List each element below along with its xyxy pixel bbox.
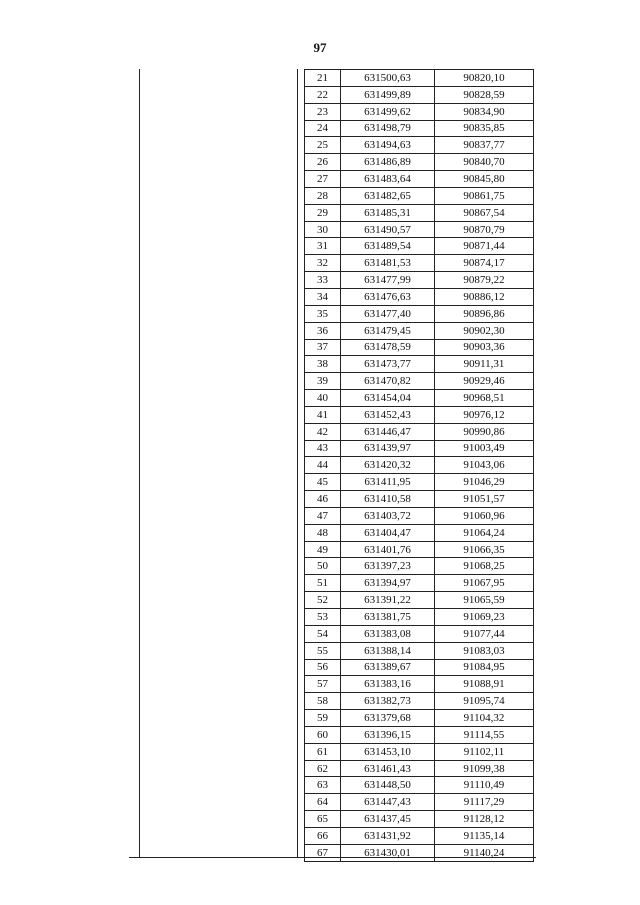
y-coordinate-cell: 91060,96 xyxy=(435,507,534,524)
x-coordinate-cell: 631470,82 xyxy=(341,373,435,390)
y-coordinate-cell: 90896,86 xyxy=(435,305,534,322)
point-number-cell: 59 xyxy=(305,710,341,727)
table-row xyxy=(305,491,534,508)
table-row xyxy=(305,760,534,777)
y-coordinate-cell: 90845,80 xyxy=(435,171,534,188)
table-row xyxy=(305,642,534,659)
x-coordinate-cell: 631498,79 xyxy=(341,120,435,137)
x-coordinate-cell: 631446,47 xyxy=(341,423,435,440)
point-number-cell: 56 xyxy=(305,659,341,676)
y-coordinate-cell: 90968,51 xyxy=(435,390,534,407)
x-coordinate-cell: 631479,45 xyxy=(341,322,435,339)
coordinates-table-body xyxy=(305,70,534,862)
point-number-cell: 28 xyxy=(305,187,341,204)
point-number-cell: 38 xyxy=(305,356,341,373)
y-coordinate-cell: 90834,90 xyxy=(435,103,534,120)
point-number-cell: 54 xyxy=(305,625,341,642)
x-coordinate-cell: 631490,57 xyxy=(341,221,435,238)
y-coordinate-cell: 91043,06 xyxy=(435,457,534,474)
y-coordinate-cell: 91135,14 xyxy=(435,827,534,844)
point-number-cell: 34 xyxy=(305,288,341,305)
table-row xyxy=(305,390,534,407)
x-coordinate-cell: 631420,32 xyxy=(341,457,435,474)
y-coordinate-cell: 90828,59 xyxy=(435,86,534,103)
table-row xyxy=(305,659,534,676)
y-coordinate-cell: 91117,29 xyxy=(435,794,534,811)
x-coordinate-cell: 631453,10 xyxy=(341,743,435,760)
x-coordinate-cell: 631431,92 xyxy=(341,827,435,844)
x-coordinate-cell: 631485,31 xyxy=(341,204,435,221)
table-row xyxy=(305,137,534,154)
y-coordinate-cell: 91088,91 xyxy=(435,676,534,693)
point-number-cell: 23 xyxy=(305,103,341,120)
point-number-cell: 57 xyxy=(305,676,341,693)
x-coordinate-cell: 631482,65 xyxy=(341,187,435,204)
point-number-cell: 55 xyxy=(305,642,341,659)
x-coordinate-cell: 631481,53 xyxy=(341,255,435,272)
point-number-cell: 33 xyxy=(305,272,341,289)
y-coordinate-cell: 91084,95 xyxy=(435,659,534,676)
point-number-cell: 47 xyxy=(305,507,341,524)
x-coordinate-cell: 631461,43 xyxy=(341,760,435,777)
table-row xyxy=(305,103,534,120)
table-row xyxy=(305,726,534,743)
y-coordinate-cell: 91064,24 xyxy=(435,524,534,541)
point-number-cell: 29 xyxy=(305,204,341,221)
table-row xyxy=(305,373,534,390)
y-coordinate-cell: 90874,17 xyxy=(435,255,534,272)
y-coordinate-cell: 91067,95 xyxy=(435,575,534,592)
table-row xyxy=(305,120,534,137)
point-number-cell: 58 xyxy=(305,693,341,710)
coordinates-table xyxy=(304,69,534,862)
table-row xyxy=(305,844,534,861)
x-coordinate-cell: 631478,59 xyxy=(341,339,435,356)
y-coordinate-cell: 91068,25 xyxy=(435,558,534,575)
x-coordinate-cell: 631382,73 xyxy=(341,693,435,710)
x-coordinate-cell: 631388,14 xyxy=(341,642,435,659)
y-coordinate-cell: 91128,12 xyxy=(435,811,534,828)
table-row xyxy=(305,440,534,457)
x-coordinate-cell: 631489,54 xyxy=(341,238,435,255)
y-coordinate-cell: 91114,55 xyxy=(435,726,534,743)
table-row xyxy=(305,339,534,356)
y-coordinate-cell: 91140,24 xyxy=(435,844,534,861)
table-row xyxy=(305,187,534,204)
table-row xyxy=(305,676,534,693)
x-coordinate-cell: 631494,63 xyxy=(341,137,435,154)
x-coordinate-cell: 631383,08 xyxy=(341,625,435,642)
y-coordinate-cell: 91051,57 xyxy=(435,491,534,508)
table-row xyxy=(305,70,534,87)
point-number-cell: 60 xyxy=(305,726,341,743)
x-coordinate-cell: 631447,43 xyxy=(341,794,435,811)
y-coordinate-cell: 91102,11 xyxy=(435,743,534,760)
point-number-cell: 48 xyxy=(305,524,341,541)
table-row xyxy=(305,609,534,626)
point-number-cell: 43 xyxy=(305,440,341,457)
left-column-border xyxy=(139,69,140,858)
table-row xyxy=(305,305,534,322)
y-coordinate-cell: 90879,22 xyxy=(435,272,534,289)
point-number-cell: 25 xyxy=(305,137,341,154)
page-number: 97 xyxy=(313,40,327,55)
point-number-cell: 64 xyxy=(305,794,341,811)
table-row xyxy=(305,558,534,575)
y-coordinate-cell: 91066,35 xyxy=(435,541,534,558)
table-row xyxy=(305,423,534,440)
y-coordinate-cell: 91069,23 xyxy=(435,609,534,626)
table-row xyxy=(305,507,534,524)
point-number-cell: 27 xyxy=(305,171,341,188)
table-row xyxy=(305,625,534,642)
point-number-cell: 36 xyxy=(305,322,341,339)
point-number-cell: 62 xyxy=(305,760,341,777)
point-number-cell: 22 xyxy=(305,86,341,103)
point-number-cell: 67 xyxy=(305,844,341,861)
y-coordinate-cell: 91095,74 xyxy=(435,693,534,710)
x-coordinate-cell: 631477,40 xyxy=(341,305,435,322)
point-number-cell: 65 xyxy=(305,811,341,828)
y-coordinate-cell: 91046,29 xyxy=(435,474,534,491)
y-coordinate-cell: 91110,49 xyxy=(435,777,534,794)
table-row xyxy=(305,827,534,844)
table-row xyxy=(305,474,534,491)
table-row xyxy=(305,86,534,103)
point-number-cell: 32 xyxy=(305,255,341,272)
point-number-cell: 66 xyxy=(305,827,341,844)
x-coordinate-cell: 631500,63 xyxy=(341,70,435,87)
y-coordinate-cell: 90886,12 xyxy=(435,288,534,305)
y-coordinate-cell: 91003,49 xyxy=(435,440,534,457)
point-number-cell: 24 xyxy=(305,120,341,137)
table-row xyxy=(305,255,534,272)
table-row xyxy=(305,794,534,811)
x-coordinate-cell: 631411,95 xyxy=(341,474,435,491)
point-number-cell: 35 xyxy=(305,305,341,322)
y-coordinate-cell: 91077,44 xyxy=(435,625,534,642)
x-coordinate-cell: 631389,67 xyxy=(341,659,435,676)
point-number-cell: 53 xyxy=(305,609,341,626)
y-coordinate-cell: 90976,12 xyxy=(435,406,534,423)
table-row xyxy=(305,406,534,423)
y-coordinate-cell: 90902,30 xyxy=(435,322,534,339)
x-coordinate-cell: 631452,43 xyxy=(341,406,435,423)
point-number-cell: 63 xyxy=(305,777,341,794)
y-coordinate-cell: 90840,70 xyxy=(435,154,534,171)
y-coordinate-cell: 90903,36 xyxy=(435,339,534,356)
table-row xyxy=(305,288,534,305)
point-number-cell: 21 xyxy=(305,70,341,87)
x-coordinate-cell: 631397,23 xyxy=(341,558,435,575)
x-coordinate-cell: 631486,89 xyxy=(341,154,435,171)
table-row xyxy=(305,524,534,541)
x-coordinate-cell: 631379,68 xyxy=(341,710,435,727)
y-coordinate-cell: 90870,79 xyxy=(435,221,534,238)
table-row xyxy=(305,221,534,238)
x-coordinate-cell: 631391,22 xyxy=(341,592,435,609)
x-coordinate-cell: 631483,64 xyxy=(341,171,435,188)
y-coordinate-cell: 91099,38 xyxy=(435,760,534,777)
x-coordinate-cell: 631383,16 xyxy=(341,676,435,693)
point-number-cell: 49 xyxy=(305,541,341,558)
table-row xyxy=(305,592,534,609)
x-coordinate-cell: 631439,97 xyxy=(341,440,435,457)
x-coordinate-cell: 631476,63 xyxy=(341,288,435,305)
y-coordinate-cell: 90990,86 xyxy=(435,423,534,440)
table-row xyxy=(305,743,534,760)
y-coordinate-cell: 91065,59 xyxy=(435,592,534,609)
point-number-cell: 42 xyxy=(305,423,341,440)
table-row xyxy=(305,272,534,289)
point-number-cell: 52 xyxy=(305,592,341,609)
y-coordinate-cell: 90911,31 xyxy=(435,356,534,373)
point-number-cell: 40 xyxy=(305,390,341,407)
point-number-cell: 45 xyxy=(305,474,341,491)
y-coordinate-cell: 90861,75 xyxy=(435,187,534,204)
y-coordinate-cell: 90837,77 xyxy=(435,137,534,154)
table-row xyxy=(305,322,534,339)
x-coordinate-cell: 631410,58 xyxy=(341,491,435,508)
table-row xyxy=(305,811,534,828)
x-coordinate-cell: 631396,15 xyxy=(341,726,435,743)
y-coordinate-cell: 90835,85 xyxy=(435,120,534,137)
y-coordinate-cell: 90867,54 xyxy=(435,204,534,221)
x-coordinate-cell: 631437,45 xyxy=(341,811,435,828)
point-number-cell: 50 xyxy=(305,558,341,575)
point-number-cell: 61 xyxy=(305,743,341,760)
y-coordinate-cell: 90820,10 xyxy=(435,70,534,87)
table-row xyxy=(305,356,534,373)
table-row xyxy=(305,710,534,727)
x-coordinate-cell: 631499,89 xyxy=(341,86,435,103)
x-coordinate-cell: 631499,62 xyxy=(341,103,435,120)
table-row xyxy=(305,238,534,255)
table-row xyxy=(305,575,534,592)
table-row xyxy=(305,171,534,188)
x-coordinate-cell: 631381,75 xyxy=(341,609,435,626)
point-number-cell: 37 xyxy=(305,339,341,356)
point-number-cell: 26 xyxy=(305,154,341,171)
table-row xyxy=(305,204,534,221)
x-coordinate-cell: 631473,77 xyxy=(341,356,435,373)
point-number-cell: 30 xyxy=(305,221,341,238)
point-number-cell: 41 xyxy=(305,406,341,423)
point-number-cell: 51 xyxy=(305,575,341,592)
point-number-cell: 31 xyxy=(305,238,341,255)
x-coordinate-cell: 631394,97 xyxy=(341,575,435,592)
point-number-cell: 46 xyxy=(305,491,341,508)
y-coordinate-cell: 91083,03 xyxy=(435,642,534,659)
y-coordinate-cell: 90929,46 xyxy=(435,373,534,390)
table-row xyxy=(305,457,534,474)
x-coordinate-cell: 631430,01 xyxy=(341,844,435,861)
table-row xyxy=(305,541,534,558)
x-coordinate-cell: 631477,99 xyxy=(341,272,435,289)
table-row xyxy=(305,154,534,171)
point-number-cell: 39 xyxy=(305,373,341,390)
x-coordinate-cell: 631404,47 xyxy=(341,524,435,541)
middle-column-border xyxy=(297,69,298,858)
x-coordinate-cell: 631454,04 xyxy=(341,390,435,407)
x-coordinate-cell: 631403,72 xyxy=(341,507,435,524)
table-row xyxy=(305,777,534,794)
x-coordinate-cell: 631448,50 xyxy=(341,777,435,794)
point-number-cell: 44 xyxy=(305,457,341,474)
y-coordinate-cell: 90871,44 xyxy=(435,238,534,255)
x-coordinate-cell: 631401,76 xyxy=(341,541,435,558)
y-coordinate-cell: 91104,32 xyxy=(435,710,534,727)
table-row xyxy=(305,693,534,710)
